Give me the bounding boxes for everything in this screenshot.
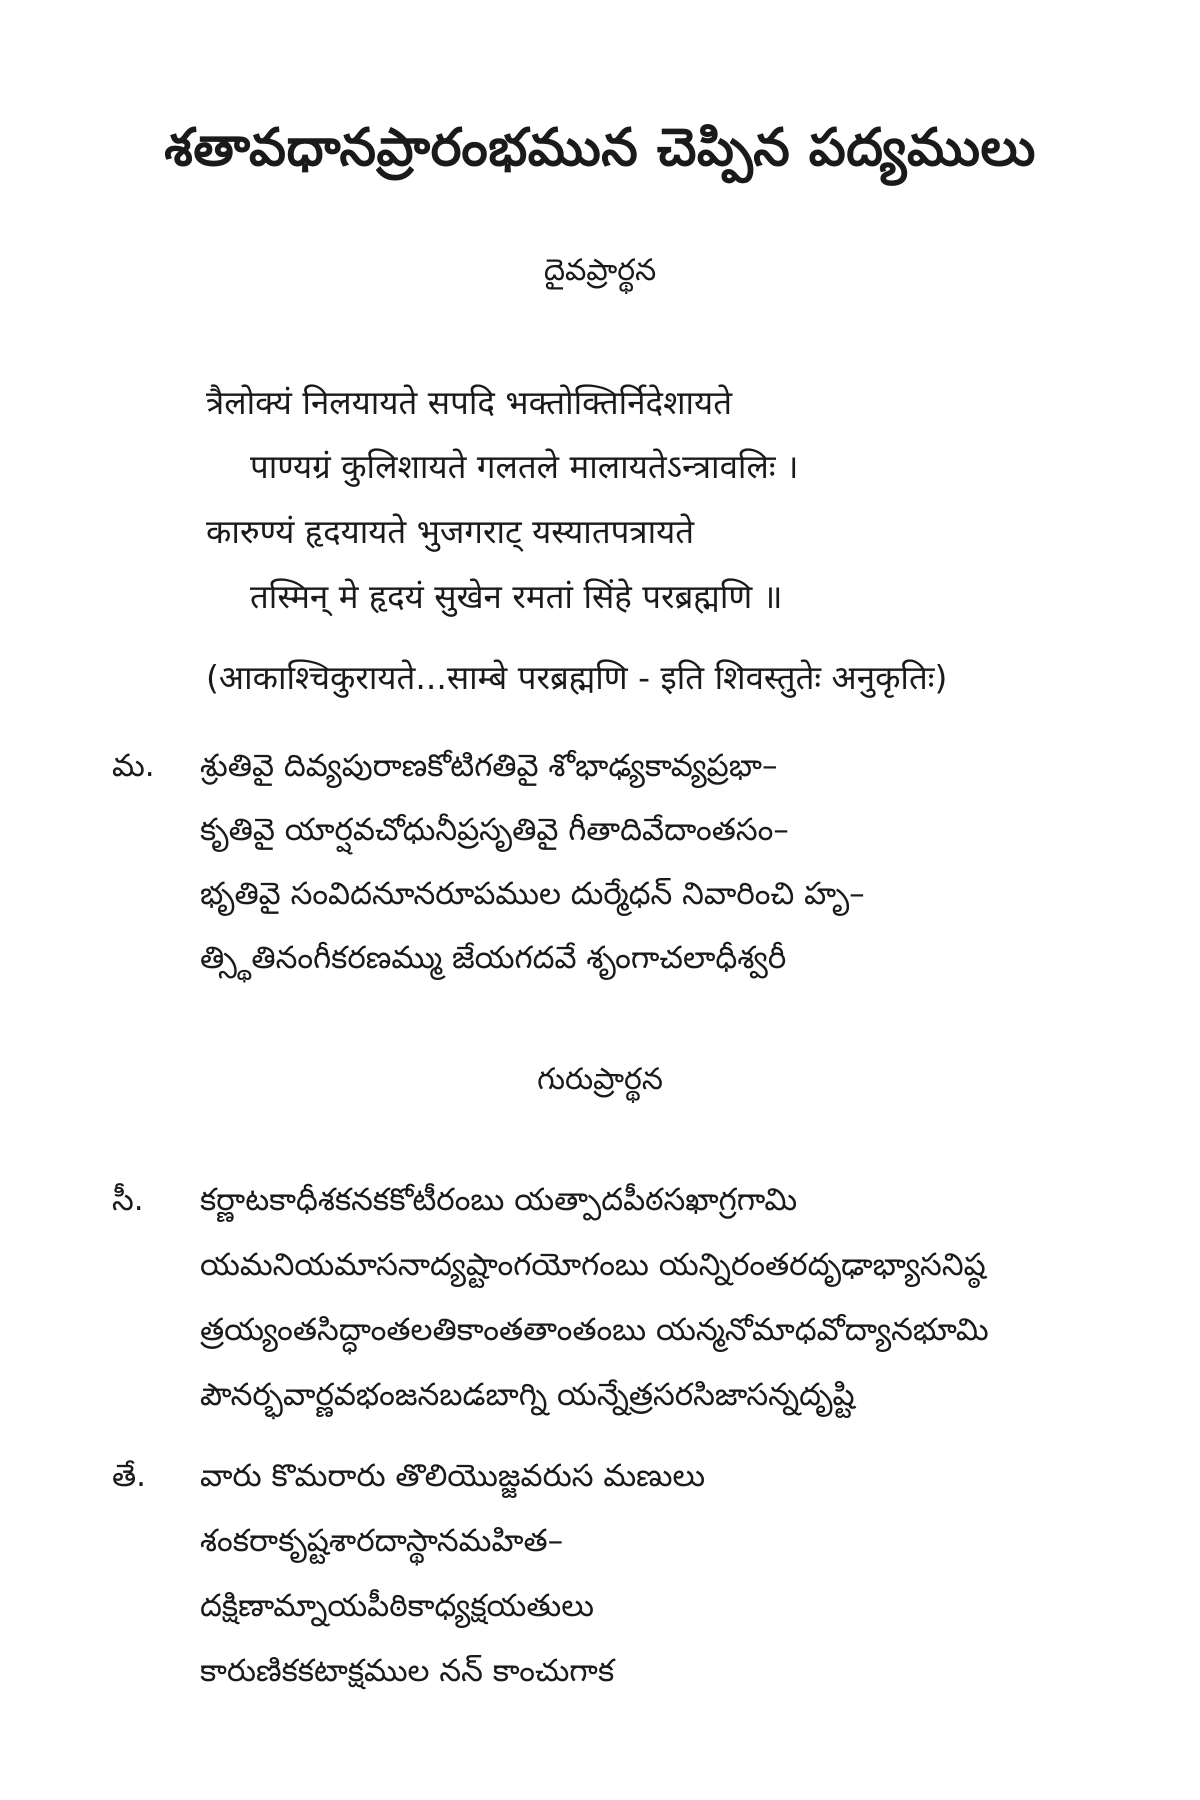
telugu-verse-line: దక్షిణామ్నాయపీఠికాధ్యక్షయతులు: [200, 1588, 594, 1624]
verse-meter-marker: మ.: [112, 748, 155, 784]
verse-meter-marker: సీ.: [112, 1182, 144, 1218]
verse-meter-marker: తే.: [112, 1458, 146, 1494]
telugu-verse-line: భృతివై సంవిదనూనరూపముల దుర్మేధన్ నివారించి హృ–: [200, 876, 865, 912]
telugu-verse-line: కారుణికకటాక్షముల నన్ కాంచుగాక: [200, 1653, 615, 1689]
telugu-verse-line: పౌనర్భవార్ణవభంజనబడబాగ్ని యన్నేత్రసరసిజాసన్నదృష్టి: [200, 1377, 855, 1413]
telugu-verse-line: త్స్థితినంగీకరణమ్ము జేయగదవే శృంగాచలాధీశ్వరీ: [200, 940, 787, 976]
section-heading-guru: గురుప్రార్థన: [537, 1062, 663, 1097]
sanskrit-verse-line: कारुण्यं हृदयायते भुजगराट् यस्यातपत्रायते: [206, 512, 695, 551]
telugu-verse-line: కృతివై యార్షవచోధునీప్రసృతివై గీతాదివేదాంతసం–: [200, 812, 789, 848]
telugu-verse-line: కర్ణాటకాధీశకనకకోటీరంబు యత్పాదపీఠసఖాగ్రగామి: [200, 1182, 798, 1218]
sanskrit-verse-line: पाण्यग्रं कुलिशायते गलतले मालायतेऽन्त्रावलिः ।: [250, 447, 799, 486]
sanskrit-verse-line: त्रैलोक्यं निलयायते सपदि भक्तोक्तिर्निदेशायते: [206, 383, 733, 422]
page-title: శతావధానప్రారంభమున చెప్పిన పద్యములు: [164, 118, 1036, 178]
sanskrit-verse-line: तस्मिन् मे हृदयं सुखेन रमतां सिंहे परब्रह्मणि ॥: [250, 577, 783, 616]
telugu-verse-line: శ్రుతివై దివ్యపురాణకోటిగతివై శోభాఢ్యకావ్యప్రభా–: [200, 748, 778, 784]
telugu-verse-line: త్రయ్యంతసిద్ధాంతలతికాంతతాంతంబు యన్మనోమాధవోద్యానభూమి: [200, 1312, 989, 1348]
telugu-verse-line: యమనియమాసనాద్యష్టాంగయోగంబు యన్నిరంతరదృఢాభ్యాసనిష్ఠ: [200, 1247, 986, 1283]
sanskrit-source-note: (आकाश्चिकुरायते...साम्बे परब्रह्मणि - इति शिवस्तुतेः अनुकृतिः): [206, 658, 948, 697]
section-heading-invocation: దైవప్రార్థన: [543, 253, 657, 288]
telugu-verse-line: వారు కొమరారు తొలియొజ్జవరుస మణులు: [200, 1458, 706, 1494]
telugu-verse-line: శంకరాకృష్టశారదాస్థానమహిత–: [200, 1523, 564, 1559]
